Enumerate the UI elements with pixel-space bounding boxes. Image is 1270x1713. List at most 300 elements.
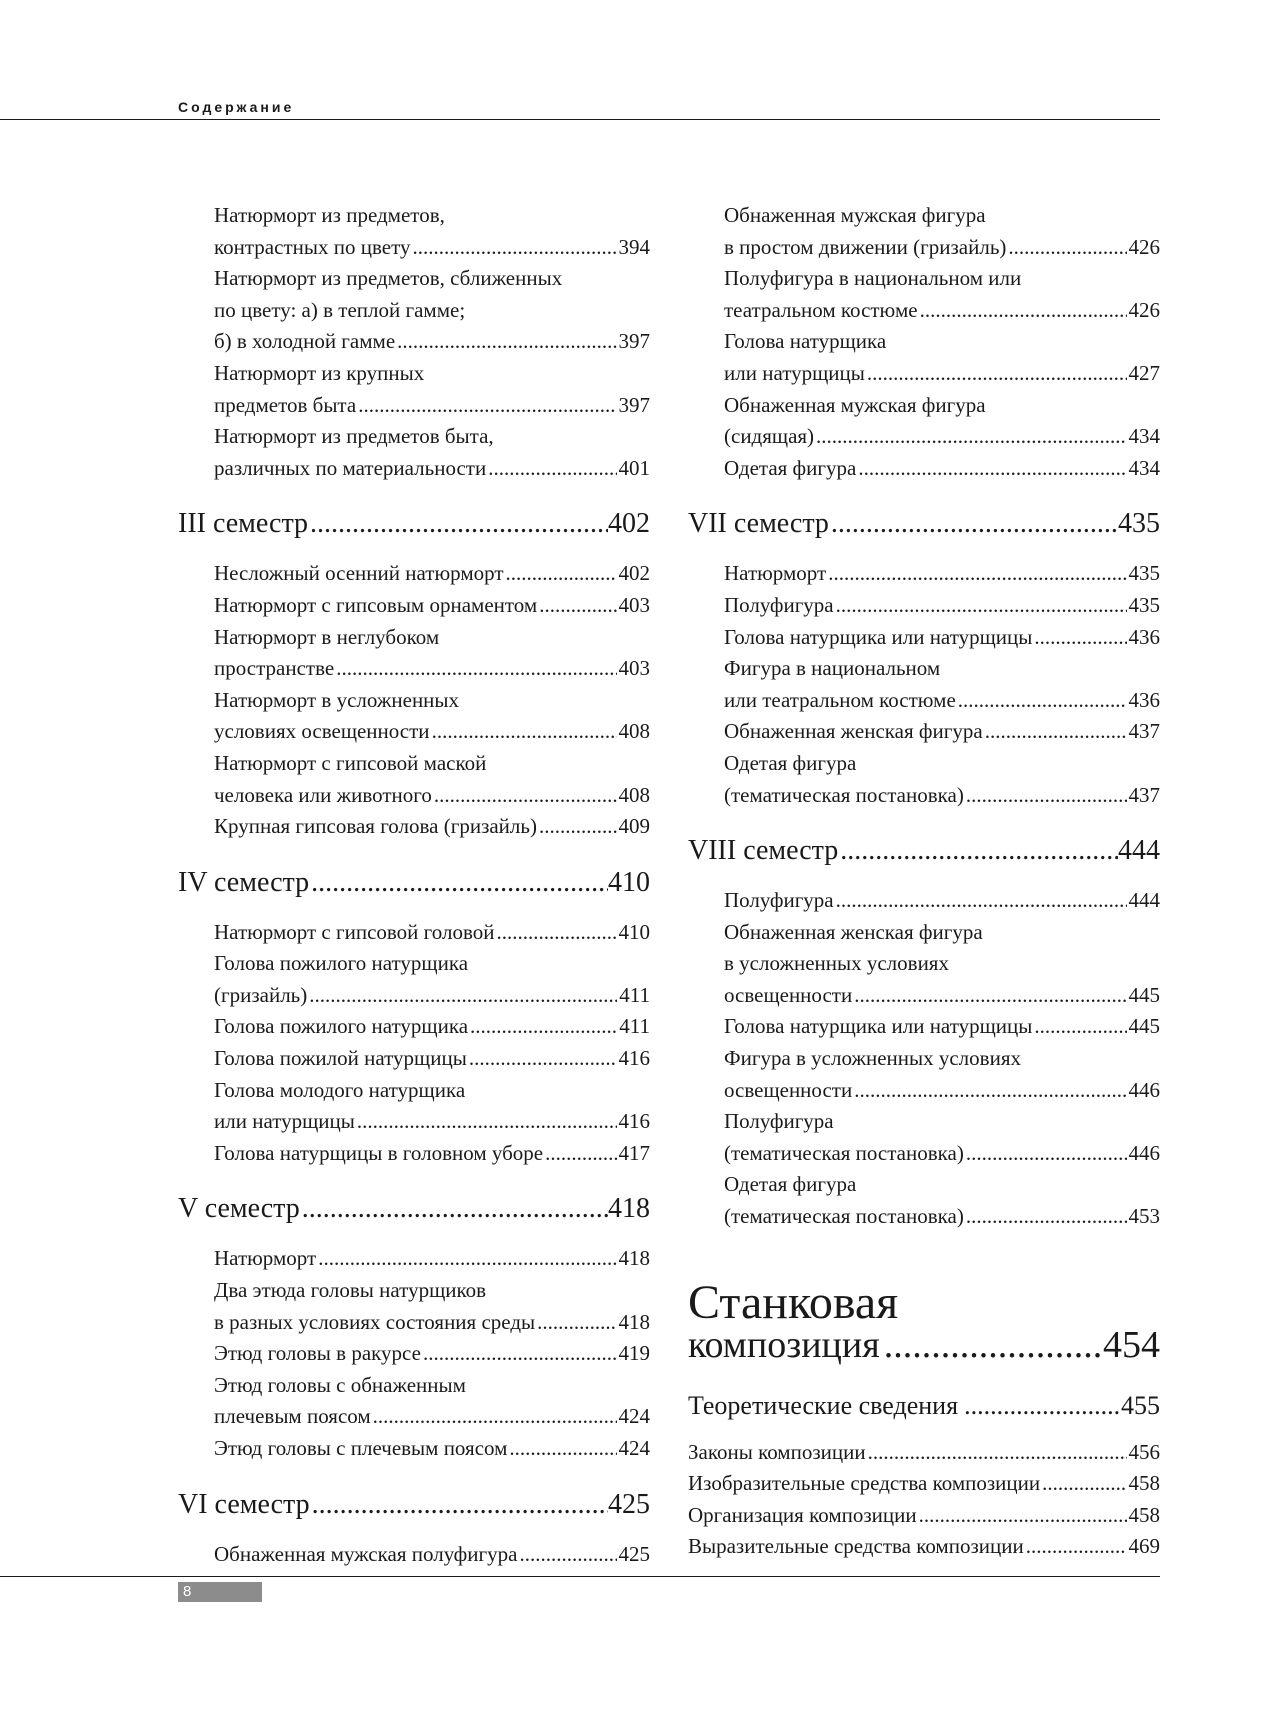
toc-entry-text: или театральном костюме — [724, 687, 956, 712]
dot-leader — [816, 421, 1126, 453]
toc-entry-text: плечевым поясом — [214, 1404, 371, 1429]
toc-line — [724, 390, 1160, 422]
toc-entry-text: (тематическая постановка) — [724, 1204, 964, 1229]
toc-page-number: 446 — [1128, 1140, 1160, 1165]
toc-entry-text: Обнаженная мужская полуфигура — [214, 1541, 518, 1566]
toc-page-number: 418 — [608, 1193, 650, 1225]
toc-line — [724, 1169, 1160, 1201]
toc-line — [214, 326, 650, 358]
toc-page-number: 418 — [618, 1309, 650, 1334]
toc-entry-text: Полуфигура — [724, 1109, 834, 1134]
toc-entry[interactable] — [178, 622, 650, 685]
toc-entry[interactable] — [688, 1437, 1160, 1469]
toc-line — [724, 948, 1160, 980]
toc-entry-text: Натюрморт — [724, 561, 827, 586]
toc-entry-text: Изобразительные средства композиции — [688, 1471, 1041, 1496]
toc-line — [214, 622, 650, 654]
toc-entry-text: Полуфигура в национальном или — [724, 266, 1022, 291]
toc-page-number: 445 — [1128, 982, 1160, 1007]
toc-entry[interactable] — [178, 1539, 650, 1571]
toc-entry[interactable] — [688, 1106, 1160, 1169]
toc-entry-text: Голова натурщика или натурщицы — [724, 624, 1033, 649]
toc-entry[interactable] — [688, 326, 1160, 389]
dot-leader — [854, 980, 1126, 1012]
toc-line — [724, 1075, 1160, 1107]
toc-line — [724, 1106, 1160, 1138]
toc-line — [724, 980, 1160, 1012]
toc-page-number: 456 — [1128, 1439, 1160, 1464]
toc-line — [688, 1468, 1160, 1500]
toc-line — [214, 295, 650, 327]
dot-leader — [958, 685, 1127, 717]
toc-page-number: 426 — [1128, 234, 1160, 259]
toc-page-number: 408 — [618, 782, 650, 807]
toc-page-number: 424 — [618, 1436, 650, 1460]
toc-entry[interactable] — [178, 1338, 650, 1370]
toc-line — [724, 295, 1160, 327]
toc-page-number: 444 — [1118, 835, 1160, 867]
toc-page-number: 416 — [618, 1046, 650, 1071]
toc-entry-text: Фигура в национальном — [724, 656, 941, 681]
toc-line — [724, 716, 1160, 748]
toc-line — [214, 917, 650, 949]
toc-entry-text: (тематическая постановка) — [724, 782, 964, 807]
toc-page-number: 436 — [1128, 624, 1160, 649]
toc-line — [724, 263, 1160, 295]
toc-entry-text: Одетая фигура — [724, 750, 857, 775]
toc-entry-text: Обнаженная мужская фигура — [724, 392, 986, 417]
toc-entry-text: Натюрморт из предметов быта, — [214, 424, 494, 449]
toc-entry[interactable] — [688, 622, 1160, 654]
dot-leader — [309, 980, 617, 1012]
toc-entry-text: Этюд головы с обнаженным — [214, 1372, 466, 1397]
toc-page-number: 418 — [618, 1246, 650, 1271]
toc-page-number: 410 — [618, 919, 650, 944]
toc-line — [214, 1011, 650, 1043]
toc-line — [724, 200, 1160, 232]
toc-line — [688, 1531, 1160, 1563]
toc-entry-text: контрастных по цвету — [214, 234, 411, 259]
toc-entry-text: Выразительные средства композиции — [688, 1534, 1024, 1559]
toc-line — [724, 1043, 1160, 1075]
toc-entry-text: Полуфигура — [724, 888, 834, 913]
toc-entry-text: в простом движении (гризайль) — [724, 234, 1007, 259]
toc-line — [724, 590, 1160, 622]
toc-line — [214, 716, 650, 748]
toc-line — [214, 780, 650, 812]
dot-leader — [310, 506, 608, 542]
dot-leader — [496, 917, 616, 949]
toc-entry[interactable] — [688, 1468, 1160, 1500]
toc-line — [688, 1389, 1160, 1423]
toc-line — [214, 1370, 650, 1402]
toc-entry[interactable] — [688, 748, 1160, 811]
toc-page-number: 435 — [1128, 592, 1160, 617]
dot-leader — [836, 590, 1127, 622]
dot-leader — [884, 1325, 1103, 1365]
toc-page-number: 455 — [1121, 1390, 1160, 1420]
toc-page-number: 454 — [1103, 1323, 1160, 1366]
toc-line — [178, 1487, 650, 1523]
toc-entry-text: театральном костюме — [724, 297, 918, 322]
toc-entry-text: Натюрморт — [214, 1246, 317, 1271]
toc-entry[interactable] — [688, 1531, 1160, 1563]
toc-page-number: 416 — [618, 1109, 650, 1134]
toc-subsection[interactable] — [688, 1389, 1160, 1423]
toc-line — [178, 506, 650, 542]
toc-entry-text: Фигура в усложненных условиях — [724, 1046, 1021, 1071]
toc-entry-text: пространстве — [214, 656, 335, 681]
toc-line — [214, 558, 650, 590]
dot-leader — [412, 232, 616, 264]
dot-leader — [854, 1075, 1126, 1107]
toc-entry-text: освещенности — [724, 1077, 853, 1102]
toc-section[interactable] — [178, 1487, 650, 1523]
toc-line — [724, 558, 1160, 590]
dot-leader — [509, 1433, 616, 1465]
toc-entry-text: Голова натурщика — [724, 329, 887, 354]
toc-page-number: 427 — [1128, 360, 1160, 385]
toc-line — [724, 1138, 1160, 1170]
dot-leader — [1034, 622, 1126, 654]
dot-leader — [919, 1500, 1127, 1532]
toc-page-number: 444 — [1128, 888, 1160, 913]
dot-leader — [985, 716, 1127, 748]
toc-page-number: 437 — [1128, 782, 1160, 807]
toc-line — [214, 685, 650, 717]
dot-leader — [311, 865, 608, 901]
toc-entry-text: б) в холодной гамме — [214, 329, 396, 354]
toc-page-number: 424 — [618, 1404, 650, 1429]
dot-leader — [312, 1487, 608, 1523]
toc-entry[interactable] — [178, 1433, 650, 1465]
toc-entry-text: Натюрморт с гипсовой головой — [214, 919, 495, 944]
toc-page-number: 434 — [1128, 455, 1160, 480]
dot-leader — [966, 780, 1127, 812]
toc-part-title-line: композиция — [688, 1323, 880, 1366]
toc-entry[interactable] — [178, 1075, 650, 1138]
dot-leader — [357, 1106, 617, 1138]
dot-leader — [858, 453, 1126, 485]
toc-entry-text: Законы композиции — [688, 1439, 866, 1464]
toc-line — [688, 1437, 1160, 1469]
toc-page-number: 411 — [619, 1014, 650, 1039]
toc-entry-text: Крупная гипсовая голова (гризайль) — [214, 814, 537, 839]
toc-line — [724, 358, 1160, 390]
toc-entry-text: Голова молодого натурщика — [214, 1077, 466, 1102]
toc-entry[interactable] — [688, 917, 1160, 1012]
toc-line — [724, 453, 1160, 485]
toc-page-number: 453 — [1128, 1204, 1160, 1229]
toc-line — [214, 980, 650, 1012]
dot-leader — [828, 558, 1126, 590]
toc-page-number: 437 — [1128, 719, 1160, 744]
toc-page-number: 419 — [618, 1341, 650, 1366]
toc-line — [214, 748, 650, 780]
toc-entry[interactable] — [178, 263, 650, 358]
toc-entry[interactable] — [178, 1370, 650, 1433]
dot-leader — [868, 1437, 1127, 1469]
toc-entry[interactable] — [178, 421, 650, 484]
toc-entry[interactable] — [178, 1243, 650, 1275]
dot-leader — [539, 590, 616, 622]
toc-entry[interactable] — [178, 917, 650, 949]
toc-line — [214, 390, 650, 422]
toc-entry[interactable] — [178, 748, 650, 811]
toc-entry-text: Натюрморт из предметов, — [214, 203, 445, 227]
toc-line — [214, 358, 650, 390]
toc-entry-text: освещенности — [724, 982, 853, 1007]
toc-entry-text: различных по материальности — [214, 455, 487, 480]
toc-line — [688, 506, 1160, 542]
toc-line — [214, 232, 650, 264]
toc-entry-text: Обнаженная женская фигура — [724, 719, 983, 744]
dot-leader — [373, 1401, 617, 1433]
dot-leader — [920, 295, 1127, 327]
toc-entry-text: Обнаженная мужская фигура — [724, 203, 986, 227]
toc-entry-text: Этюд головы с плечевым поясом — [214, 1436, 508, 1460]
toc-entry[interactable] — [688, 716, 1160, 748]
dot-leader — [434, 780, 617, 812]
toc-line — [214, 948, 650, 980]
toc-entry[interactable] — [688, 263, 1160, 326]
toc-entry[interactable] — [178, 1011, 650, 1043]
toc-entry-text: Несложный осенний натюрморт — [214, 561, 504, 586]
toc-entry[interactable] — [178, 1275, 650, 1338]
dot-leader — [470, 1011, 617, 1043]
toc-entry-text: Одетая фигура — [724, 1172, 857, 1197]
dot-leader — [836, 885, 1127, 917]
toc-entry[interactable] — [178, 685, 650, 748]
toc-entry-text: Организация композиции — [688, 1502, 917, 1527]
toc-entry-text: Голова пожилой натурщицы — [214, 1046, 467, 1071]
toc-part-title-line: Станковая — [688, 1275, 899, 1329]
toc-entry[interactable] — [688, 653, 1160, 716]
toc-page-number: 425 — [618, 1541, 650, 1566]
toc-line — [214, 1433, 650, 1465]
toc-entry[interactable] — [178, 1138, 650, 1170]
toc-entry[interactable] — [688, 390, 1160, 453]
toc-line — [214, 1243, 650, 1275]
toc-page-number: 394 — [618, 234, 650, 259]
header-rule — [0, 119, 1160, 120]
toc-line — [214, 453, 650, 485]
toc-entry[interactable] — [688, 590, 1160, 622]
toc-section[interactable] — [688, 506, 1160, 542]
toc-page-number: 402 — [618, 561, 650, 586]
toc-line — [724, 232, 1160, 264]
toc-page-number: 458 — [1128, 1502, 1160, 1527]
dot-leader — [840, 833, 1118, 869]
toc-section-title: III семестр — [178, 508, 309, 540]
toc-entry-text: Натюрморт с гипсовой маской — [214, 750, 487, 775]
toc-line — [178, 865, 650, 901]
dot-leader — [537, 1307, 616, 1339]
toc-page-number: 435 — [1118, 508, 1160, 540]
dot-leader — [831, 506, 1118, 542]
toc-page-number: 435 — [1128, 561, 1160, 586]
toc-entry[interactable] — [688, 1500, 1160, 1532]
toc-line — [214, 421, 650, 453]
toc-page-number: 403 — [618, 592, 650, 617]
dot-leader — [358, 390, 616, 422]
toc-section-title: VII семестр — [688, 508, 829, 540]
dot-leader — [432, 716, 617, 748]
toc-line — [724, 748, 1160, 780]
toc-entry-text: или натурщицы — [214, 1109, 355, 1134]
dot-leader — [1042, 1468, 1126, 1500]
toc-line — [724, 326, 1160, 358]
running-head-title: Содержание — [178, 99, 295, 115]
toc-left-column — [178, 200, 650, 1570]
toc-entry-text: человека или животного — [214, 782, 432, 807]
dot-leader — [336, 653, 616, 685]
toc-entry-text: Два этюда головы натурщиков — [214, 1278, 487, 1303]
toc-page-number: 425 — [608, 1488, 650, 1520]
toc-page-number: 408 — [618, 719, 650, 744]
toc-entry-text: Натюрморт из предметов, сближенных — [214, 266, 563, 291]
toc-page-number: 426 — [1128, 297, 1160, 322]
toc-line — [724, 653, 1160, 685]
toc-line — [724, 1011, 1160, 1043]
toc-entry[interactable] — [688, 558, 1160, 590]
toc-entry-text: в усложненных условиях — [724, 951, 949, 976]
toc-entry-text: Натюрморт с гипсовым орнаментом — [214, 592, 538, 617]
toc-line — [214, 1106, 650, 1138]
toc-section-title: IV семестр — [178, 866, 310, 898]
toc-entry[interactable] — [178, 200, 650, 263]
toc-part-heading[interactable] — [688, 1275, 1160, 1366]
toc-line — [688, 833, 1160, 869]
dot-leader — [1034, 1011, 1126, 1043]
toc-page-number: 445 — [1128, 1014, 1160, 1039]
toc-entry-text: условиях освещенности — [214, 719, 430, 744]
toc-line — [214, 590, 650, 622]
dot-leader — [964, 1389, 1121, 1423]
toc-entry-text: Натюрморт из крупных — [214, 360, 425, 385]
toc-line — [724, 780, 1160, 812]
toc-page-number: 410 — [608, 866, 650, 898]
toc-entry-text: Голова натурщицы в головном уборе — [214, 1140, 544, 1165]
toc-line — [688, 1500, 1160, 1532]
toc-line — [724, 917, 1160, 949]
toc-section-title: Теоретические сведения — [688, 1390, 959, 1420]
dot-leader — [867, 358, 1127, 390]
toc-page-number: 402 — [608, 508, 650, 540]
toc-line — [214, 1307, 650, 1339]
toc-entry[interactable] — [178, 948, 650, 1011]
toc-line — [214, 1275, 650, 1307]
toc-line — [178, 1191, 650, 1227]
toc-page-number: 411 — [619, 982, 650, 1007]
toc-page-number: 434 — [1128, 424, 1160, 449]
toc-entry[interactable] — [178, 358, 650, 421]
toc-page-number: 436 — [1128, 687, 1160, 712]
toc-entry[interactable] — [688, 885, 1160, 917]
toc-line — [214, 1138, 650, 1170]
toc-entry[interactable] — [178, 1043, 650, 1075]
toc-page-number: 397 — [618, 392, 650, 417]
dot-leader — [397, 326, 616, 358]
toc-section-title: VI семестр — [178, 1488, 310, 1520]
toc-page-number: 401 — [618, 455, 650, 480]
toc-section-title: V семестр — [178, 1193, 300, 1225]
toc-entry-text: (сидящая) — [724, 424, 815, 449]
toc-entry[interactable] — [688, 453, 1160, 485]
toc-line — [214, 653, 650, 685]
toc-line — [214, 1043, 650, 1075]
toc-section[interactable] — [178, 506, 650, 542]
dot-leader — [966, 1201, 1127, 1233]
toc-entry-text: Голова натурщика или натурщицы — [724, 1014, 1033, 1039]
toc-entry[interactable] — [688, 1169, 1160, 1232]
toc-page-number: 417 — [618, 1140, 650, 1165]
toc-entry-text: или натурщицы — [724, 360, 865, 385]
toc-page-number: 469 — [1128, 1534, 1160, 1559]
toc-line — [214, 1338, 650, 1370]
toc-line — [688, 1325, 1160, 1365]
toc-line — [214, 1539, 650, 1571]
toc-entry-text: Этюд головы в ракурсе — [214, 1341, 421, 1366]
footer-rule — [0, 1576, 1160, 1577]
toc-page-number: 397 — [618, 329, 650, 354]
dot-leader — [545, 1138, 616, 1170]
toc-line — [214, 263, 650, 295]
toc-right-column — [688, 200, 1160, 1563]
toc-entry-text: в разных условиях состояния среды — [214, 1309, 536, 1334]
toc-entry[interactable] — [688, 1043, 1160, 1106]
toc-entry-text: Обнаженная женская фигура — [724, 919, 983, 944]
toc-entry-text: Полуфигура — [724, 592, 834, 617]
dot-leader — [1026, 1531, 1127, 1563]
toc-entry[interactable] — [178, 558, 650, 590]
toc-entry-text: (гризайль) — [214, 982, 308, 1007]
toc-line — [724, 622, 1160, 654]
dot-leader — [539, 811, 617, 843]
toc-line — [724, 885, 1160, 917]
toc-page-number: 446 — [1128, 1077, 1160, 1102]
dot-leader — [318, 1243, 616, 1275]
toc-entry-text: Голова пожилого натурщика — [214, 951, 469, 976]
dot-leader — [469, 1043, 617, 1075]
toc-entry-text: Натюрморт в неглубоком — [214, 624, 440, 649]
toc-entry-text: Одетая фигура — [724, 455, 857, 480]
toc-line — [724, 685, 1160, 717]
dot-leader — [966, 1138, 1127, 1170]
toc-line — [214, 200, 650, 232]
toc-section[interactable] — [178, 865, 650, 901]
toc-entry-text: Натюрморт в усложненных — [214, 687, 460, 712]
toc-entry-text: предметов быта — [214, 392, 357, 417]
toc-line — [214, 1075, 650, 1107]
toc-page-number: 409 — [618, 814, 650, 839]
toc-entry[interactable] — [688, 1011, 1160, 1043]
toc-entry[interactable] — [178, 590, 650, 622]
toc-line — [724, 1201, 1160, 1233]
toc-line — [214, 1401, 650, 1433]
toc-entry[interactable] — [688, 200, 1160, 263]
toc-line — [724, 421, 1160, 453]
dot-leader — [519, 1539, 616, 1571]
toc-section[interactable] — [688, 833, 1160, 869]
toc-page-number: 403 — [618, 656, 650, 681]
dot-leader — [423, 1338, 617, 1370]
toc-entry-text: (тематическая постановка) — [724, 1140, 964, 1165]
toc-section[interactable] — [178, 1191, 650, 1227]
toc-entry[interactable] — [178, 811, 650, 843]
toc-entry-text: по цвету: а) в теплой гамме; — [214, 297, 466, 322]
dot-leader — [302, 1191, 608, 1227]
